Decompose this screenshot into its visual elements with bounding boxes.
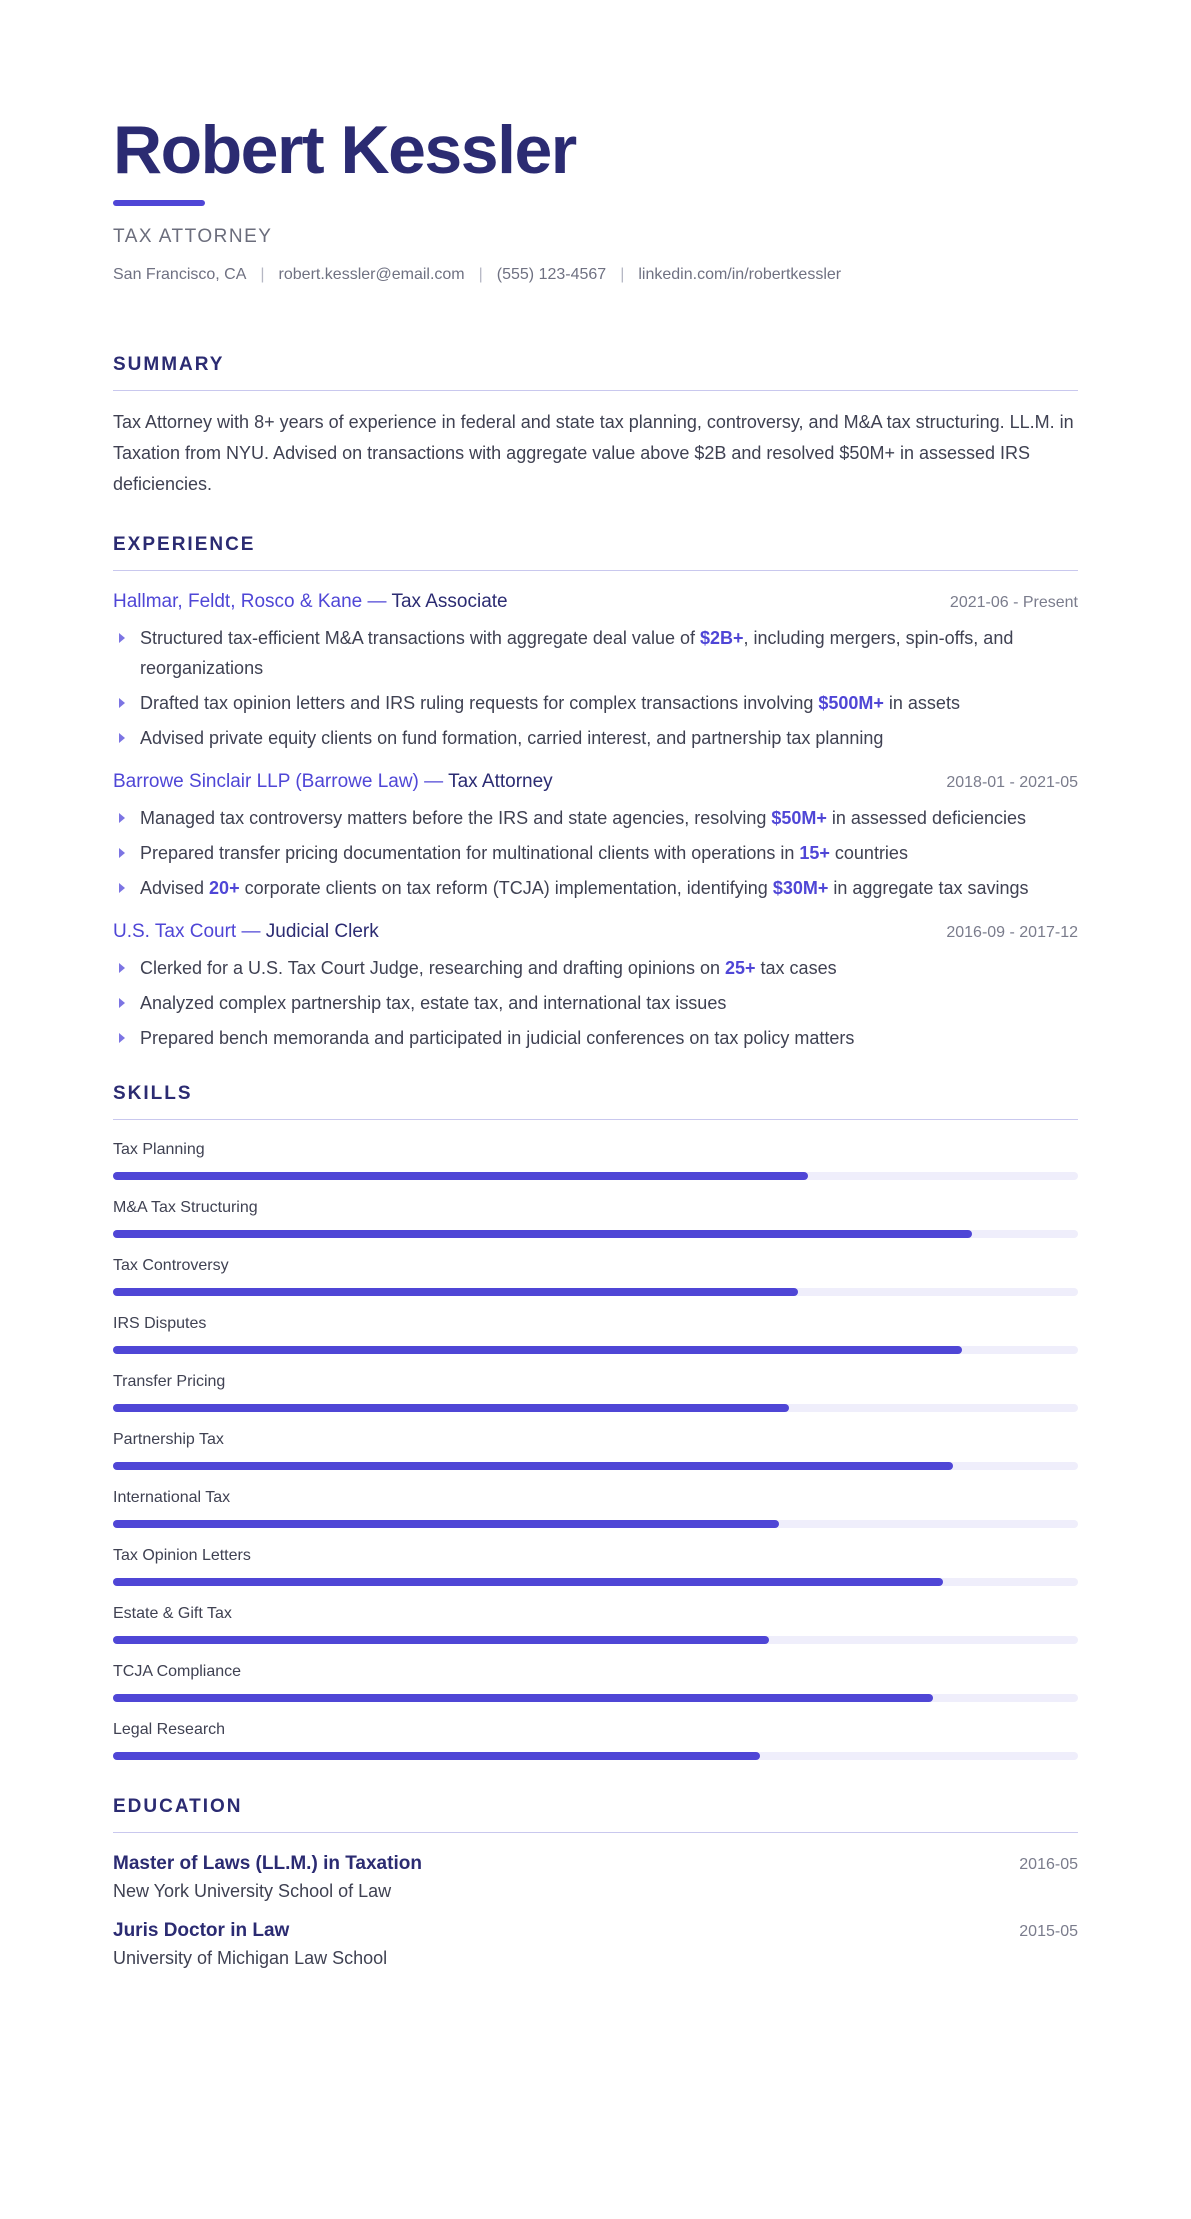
bullet-text: tax cases xyxy=(755,958,837,978)
skill-item xyxy=(113,1140,1078,1180)
candidate-name: Robert Kessler xyxy=(113,112,576,188)
job-bullets xyxy=(113,623,1078,753)
skill-name: International Tax xyxy=(113,1489,231,1506)
skill-bar-track xyxy=(113,1520,1078,1528)
contact-location: San Francisco, CA xyxy=(113,266,247,283)
job-heading xyxy=(113,921,379,943)
company-name: Barrowe Sinclair LLP (Barrowe Law) xyxy=(113,771,419,792)
job-header xyxy=(113,921,1078,943)
summary-text: Tax Attorney with 8+ years of experience in federal and state tax planning, controversy, and M&A tax structuring. LL.M. in Taxation from NYU. Advised on transactions with aggregate value above $2B and resolved $50M+ in assessed IRS deficiencies. xyxy=(113,412,1074,494)
bullet-text: Analyzed complex partnership tax, estate tax, and international tax issues xyxy=(140,993,727,1013)
title-dash: — xyxy=(418,771,449,792)
contact-separator: | xyxy=(478,266,483,283)
skill-bar-fill xyxy=(113,1230,972,1238)
job-bullet xyxy=(113,838,1078,868)
skill-name: IRS Disputes xyxy=(113,1315,207,1332)
skill-item xyxy=(113,1314,1078,1354)
graduation-date: 2016-05 xyxy=(1019,1856,1078,1873)
skills-section xyxy=(113,1083,1078,1760)
skill-bar-fill xyxy=(113,1346,962,1354)
skill-bar-fill xyxy=(113,1520,779,1528)
skill-bar-fill xyxy=(113,1694,933,1702)
bullet-text: countries xyxy=(829,843,908,863)
job-entry xyxy=(113,921,1078,1053)
skill-item xyxy=(113,1372,1078,1412)
experience-list xyxy=(113,591,1078,1053)
skill-bar-track xyxy=(113,1636,1078,1644)
highlight-metric: $50M+ xyxy=(771,808,827,828)
summary-section xyxy=(113,354,1078,500)
company-name: Hallmar, Feldt, Rosco & Kane xyxy=(113,591,363,612)
bullet-arrow-icon xyxy=(119,848,125,858)
bullet-text: corporate clients on tax reform (TCJA) implementation, identifying xyxy=(239,878,773,898)
skill-item xyxy=(113,1256,1078,1296)
degree-name: Juris Doctor in Law xyxy=(113,1920,290,1941)
job-bullet xyxy=(113,1023,1078,1053)
education-entry xyxy=(113,1853,1078,1902)
company-name: U.S. Tax Court xyxy=(113,921,237,942)
education-heading: EDUCATION xyxy=(113,1796,1078,1833)
job-header xyxy=(113,591,1078,613)
bullet-arrow-icon xyxy=(119,698,125,708)
job-role: Tax Associate xyxy=(391,591,508,612)
job-dates: 2021-06 - Present xyxy=(949,594,1078,611)
highlight-metric: 20+ xyxy=(209,878,240,898)
skill-bar-track xyxy=(113,1172,1078,1180)
job-title: TAX ATTORNEY xyxy=(113,226,273,247)
bullet-text: Advised xyxy=(140,878,210,898)
bullet-text: Structured tax-efficient M&A transactions with aggregate deal value of xyxy=(140,628,700,648)
school-name: University of Michigan Law School xyxy=(113,1948,388,1968)
contact-linkedin[interactable]: linkedin.com/in/robertkessler xyxy=(638,266,842,283)
skill-name: Tax Opinion Letters xyxy=(113,1547,251,1564)
skill-name: Partnership Tax xyxy=(113,1431,224,1448)
bullet-arrow-icon xyxy=(119,633,125,643)
job-bullet xyxy=(113,953,1078,983)
job-bullet xyxy=(113,988,1078,1018)
job-bullets xyxy=(113,953,1078,1053)
title-dash: — xyxy=(236,921,266,942)
skill-bar-track xyxy=(113,1346,1078,1354)
job-entry xyxy=(113,771,1078,903)
contact-line xyxy=(113,266,1078,284)
skill-bar-track xyxy=(113,1578,1078,1586)
skill-bar-track xyxy=(113,1288,1078,1296)
graduation-date: 2015-05 xyxy=(1019,1923,1078,1940)
highlight-metric: $500M+ xyxy=(818,693,884,713)
job-dates: 2016-09 - 2017-12 xyxy=(946,924,1078,941)
contact-separator: | xyxy=(620,266,625,283)
bullet-arrow-icon xyxy=(119,733,125,743)
highlight-metric: 25+ xyxy=(725,958,756,978)
skill-item xyxy=(113,1604,1078,1644)
bullet-text: Prepared transfer pricing documentation for multinational clients with operations in xyxy=(140,843,800,863)
skill-bar-fill xyxy=(113,1752,760,1760)
contact-email[interactable]: robert.kessler@email.com xyxy=(278,266,465,283)
bullet-text: Advised private equity clients on fund formation, carried interest, and partnership tax planning xyxy=(140,728,884,748)
bullet-arrow-icon xyxy=(119,813,125,823)
skill-bar-track xyxy=(113,1404,1078,1412)
job-heading xyxy=(113,771,553,793)
bullet-text: Managed tax controversy matters before the IRS and state agencies, resolving xyxy=(140,808,772,828)
bullet-text: Drafted tax opinion letters and IRS ruling requests for complex transactions involving xyxy=(140,693,819,713)
skill-bar-track xyxy=(113,1694,1078,1702)
skill-name: Tax Planning xyxy=(113,1141,205,1158)
job-bullet xyxy=(113,803,1078,833)
skill-bar-fill xyxy=(113,1462,953,1470)
experience-heading: EXPERIENCE xyxy=(113,534,1078,571)
skill-name: Transfer Pricing xyxy=(113,1373,226,1390)
job-heading xyxy=(113,591,508,613)
skill-name: Tax Controversy xyxy=(113,1257,229,1274)
skill-name: M&A Tax Structuring xyxy=(113,1199,258,1216)
skill-bar-fill xyxy=(113,1636,769,1644)
job-role: Tax Attorney xyxy=(448,771,553,792)
education-entry xyxy=(113,1920,1078,1969)
skills-heading: SKILLS xyxy=(113,1083,1078,1120)
summary-heading: SUMMARY xyxy=(113,354,1078,391)
skills-list xyxy=(113,1140,1078,1760)
contact-phone: (555) 123-4567 xyxy=(496,266,607,283)
job-entry xyxy=(113,591,1078,753)
contact-separator: | xyxy=(260,266,265,283)
bullet-arrow-icon xyxy=(119,883,125,893)
bullet-text: in aggregate tax savings xyxy=(828,878,1029,898)
job-bullet xyxy=(113,723,1078,753)
skill-bar-track xyxy=(113,1462,1078,1470)
skill-name: Legal Research xyxy=(113,1721,226,1738)
job-bullet xyxy=(113,873,1078,903)
education-section xyxy=(113,1796,1078,1969)
job-bullet xyxy=(113,688,1078,718)
bullet-text: Prepared bench memoranda and participated in judicial conferences on tax policy matters xyxy=(140,1028,855,1048)
skill-item xyxy=(113,1662,1078,1702)
bullet-text: in assets xyxy=(883,693,960,713)
job-dates: 2018-01 - 2021-05 xyxy=(946,774,1078,791)
skill-bar-fill xyxy=(113,1288,798,1296)
skill-item xyxy=(113,1720,1078,1760)
bullet-text: Clerked for a U.S. Tax Court Judge, researching and drafting opinions on xyxy=(140,958,725,978)
skill-item xyxy=(113,1546,1078,1586)
education-header xyxy=(113,1853,1078,1875)
job-bullets xyxy=(113,803,1078,903)
skill-item xyxy=(113,1430,1078,1470)
job-header xyxy=(113,771,1078,793)
title-dash: — xyxy=(362,591,392,612)
highlight-metric: 15+ xyxy=(799,843,830,863)
skill-item xyxy=(113,1198,1078,1238)
skill-bar-fill xyxy=(113,1404,789,1412)
highlight-metric: $2B+ xyxy=(699,628,744,648)
skill-name: TCJA Compliance xyxy=(113,1663,242,1680)
bullet-arrow-icon xyxy=(119,998,125,1008)
skill-bar-track xyxy=(113,1230,1078,1238)
bullet-text: , including mergers, spin-offs, and reorganizations xyxy=(140,628,1014,678)
education-header xyxy=(113,1920,1078,1942)
skill-name: Estate & Gift Tax xyxy=(113,1605,232,1622)
bullet-arrow-icon xyxy=(119,1033,125,1043)
name-underline xyxy=(113,200,205,206)
education-list xyxy=(113,1853,1078,1969)
skill-bar-fill xyxy=(113,1172,808,1180)
bullet-text: in assessed deficiencies xyxy=(826,808,1026,828)
resume-header xyxy=(113,110,1078,284)
experience-section xyxy=(113,534,1078,1053)
skill-item xyxy=(113,1488,1078,1528)
degree-name: Master of Laws (LL.M.) in Taxation xyxy=(113,1853,422,1874)
bullet-arrow-icon xyxy=(119,963,125,973)
skill-bar-fill xyxy=(113,1578,943,1586)
school-name: New York University School of Law xyxy=(113,1881,392,1901)
job-role: Judicial Clerk xyxy=(265,921,379,942)
job-bullet xyxy=(113,623,1078,683)
highlight-metric: $30M+ xyxy=(772,878,829,898)
skill-bar-track xyxy=(113,1752,1078,1760)
